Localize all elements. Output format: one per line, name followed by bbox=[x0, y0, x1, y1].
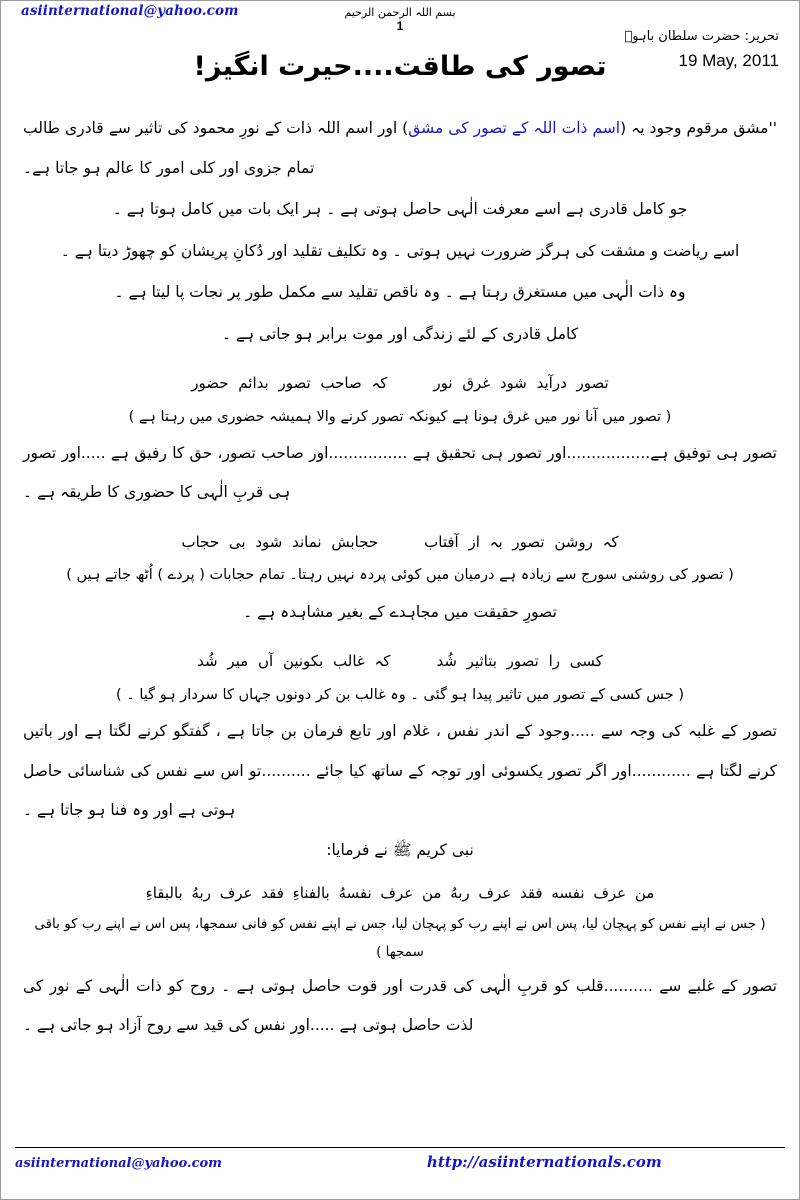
hadith-translation: ( جس نے اپنے نفس کو پہچان لیا، پس اس نے اپنے رب کو پہچان لیا، جس نے اپنے نفس کو فانی سمجھا، پس اس نے اپنے رب کو باقی سمجھا ) bbox=[34, 915, 766, 961]
footer-website-link[interactable]: http://asiinternationals.com bbox=[426, 1153, 662, 1171]
verse-two bbox=[23, 525, 777, 560]
paragraph-ghalba-tasawwur: تصور کے غلبہ کی وجہ سے .....وجود کے اندر نفس ، غلام اور تابع فرمان بن جاتا ہے ، گفتگو کرنے لگتا ہے اور باتیں کرنے لگتا ہے ............اور اگر تصور یکسوئی اور توجہ کے ساتھ کیا جائے ..........تو اس سے نفس کی شناسائی حاصل ہوتی ہے اور وہ فنا ہو جاتا ہے ۔ bbox=[23, 722, 777, 820]
document-header bbox=[1, 1, 799, 109]
verse-two-hemistich-right: کہ روشن تصور بہ از آفتاب bbox=[424, 532, 619, 551]
paragraph-kamil-qadri: جو کامل قادری ہے اسے معرفت الٰہی حاصل ہوتی ہے ۔ ہر ایک بات میں کامل ہوتا ہے ۔ bbox=[112, 200, 688, 219]
document-footer bbox=[15, 1147, 785, 1171]
verse-three-hemistich-left: کہ غالب بکونین آں میر شُد bbox=[197, 652, 391, 671]
paragraph-zaat-ilahi: وہ ذات الٰہی میں مستغرق رہتا ہے ۔ وہ ناقص تقلید سے مکمل طور پر نجات پا لیتا ہے ۔ bbox=[114, 283, 686, 302]
header-email[interactable]: asiinternational@yahoo.com bbox=[21, 3, 239, 19]
document-body bbox=[1, 109, 799, 1046]
hadith-arabic-text: من عرف نفسه فقد عرف ربهُ من عرف نفسهُ بالفناءِ فقد عرف ربهُ بالبقاءِ bbox=[145, 883, 655, 902]
verse-three bbox=[23, 644, 777, 679]
spacer bbox=[23, 634, 777, 644]
verse-three-hemistich-right: کسی را تصور بتاثیر شُد bbox=[436, 652, 603, 671]
paragraph-opening bbox=[23, 109, 777, 188]
verse-one-gloss: ( تصور میں آنا نور میں غرق ہونا ہے کیونکہ تصور کرنے والا ہمیشہ حضوری میں رہتا ہے ) bbox=[128, 408, 672, 425]
paragraph-opening-highlight: اسم ذات اللہ کے تصور کی مشق bbox=[408, 119, 621, 137]
hadith-intro: نبی کریم ﷺ نے فرمایا: bbox=[326, 840, 474, 859]
paragraph-opening-part2: ) اور اسم اللہ ذات کے نورِ محمود کی تاثیر سے قادری طالب تمام جزوی اور کلی امور کا عالم ہو جاتا ہے۔ bbox=[23, 119, 409, 177]
verse-one-hemistich-left: کہ صاحب تصور بدائم حضور bbox=[191, 374, 388, 393]
paragraph-tasawwur-tofeeq: تصور ہی توفیق ہے.................اور تصور ہی تحقیق ہے ................اور صاحب تصور، حق کا رفیق ہے .....اور تصور ہی قربِ الٰہی کا حضوری کا طریقہ ہے ۔ bbox=[23, 443, 777, 502]
paragraph-opening-part1: ''مشق مرقوم وجود یہ ( bbox=[620, 119, 777, 137]
spacer bbox=[23, 515, 777, 525]
publication-date: 19 May, 2011 bbox=[678, 51, 779, 70]
verse-two-hemistich-left: حجابش نماند شود بی حجاب bbox=[181, 532, 379, 551]
author-byline: تحریر: حضرت سلطان باہوؒ bbox=[624, 29, 779, 44]
footer-email[interactable]: asiinternational@yahoo.com bbox=[15, 1156, 222, 1171]
spacer bbox=[23, 867, 777, 877]
paragraph-riyazat: اسے ریاضت و مشقت کی ہرگز ضرورت نہیں ہوتی ۔ وہ تکلیف تقلید اور دُکانِ پریشان کو چھوڑ دیتا ہے ۔ bbox=[60, 241, 740, 260]
paragraph-mushahida: تصورِ حقیقت میں مجاہدے کے بغیر مشاہدہ ہے ۔ bbox=[243, 602, 557, 621]
paragraph-closing: تصور کے غلبے سے ..........قلب کو قربِ الٰہی کی قدرت اور قوت حاصل ہوتی ہے ۔ روح کو ذات الٰہی کے نور کی لذت حاصل ہوتی ہے .....اور نفس کی قید سے روح آزاد ہو جاتی ہے ۔ bbox=[23, 976, 777, 1035]
page-title: تصور کی طاقت....حیرت انگیز! bbox=[193, 51, 607, 82]
bismillah-text: بسم اللہ الرحمن الرحیم bbox=[344, 6, 456, 19]
page-number: 1 bbox=[396, 19, 404, 33]
verse-two-gloss: ( تصور کی روشنی سورج سے زیادہ ہے درمیان میں کوئی پردہ نہیں رہتا۔ تمام حجابات ( پردے ) اُٹھ جاتے ہیں ) bbox=[66, 567, 734, 584]
footer-row bbox=[15, 1153, 785, 1171]
verse-three-gloss: ( جس کسی کے تصور میں تاثیر پیدا ہو گئی ۔ وہ غالب بن کر دونوں جہاں کا سردار ہو گیا ۔ ) bbox=[116, 686, 684, 703]
verse-one bbox=[23, 366, 777, 401]
paragraph-zindagi-maut: کامل قادری کے لئے زندگی اور موت برابر ہو جاتی ہے ۔ bbox=[221, 324, 579, 343]
spacer bbox=[23, 356, 777, 366]
footer-divider bbox=[15, 1147, 785, 1148]
verse-one-hemistich-right: تصور درآید شود غرق نور bbox=[433, 374, 609, 393]
